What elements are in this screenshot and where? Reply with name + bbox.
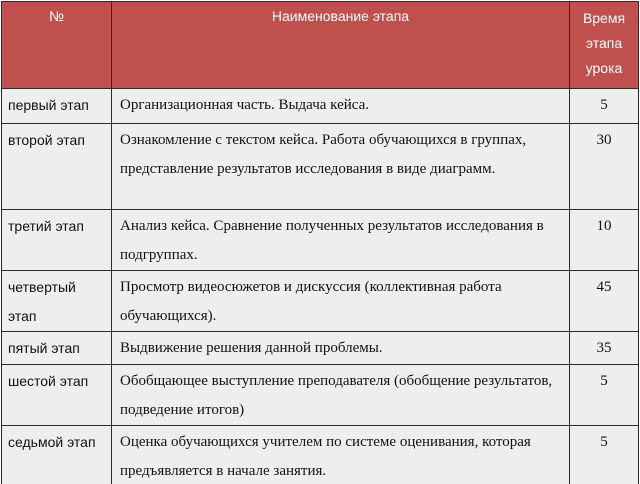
stage-time-cell: 5 [570,365,639,426]
stage-cell: седьмой этап [2,426,112,484]
stage-cell: шестой этап [2,365,112,426]
stage-time-cell: 10 [570,210,639,271]
stage-cell: второй этап [2,124,112,210]
stage-name-cell: Просмотр видеосюжетов и дискуссия (коллективная работа обучающихся). [112,271,570,332]
table-row [2,124,639,210]
stage-name-cell: Обобщающее выступление преподавателя (обобщение результатов, подведение итогов) [112,365,570,426]
stage-cell: четвертый этап [2,271,112,332]
stage-name-cell: Организационная часть. Выдача кейса. [112,89,570,124]
stage-name-cell: Выдвижение решения данной проблемы. [112,332,570,365]
table-row [2,365,639,426]
header-time-line-1: Время [582,10,626,26]
header-time [570,2,639,89]
stage-cell: первый этап [2,89,112,124]
header-number [2,2,112,89]
table-header [2,2,639,89]
header-stage-name-label: Наименование этапа [271,8,410,24]
stage-name-cell: Ознакомление с текстом кейса. Работа обучающихся в группах, представление результатов исследования в виде диаграмм. [112,124,570,210]
table-row [2,426,639,484]
stage-cell: третий этап [2,210,112,271]
table-body [2,89,639,484]
table-row [2,89,639,124]
header-time-line-3: урока [585,60,623,76]
table-row [2,210,639,271]
stage-time-cell: 45 [570,271,639,332]
stage-time-cell: 30 [570,124,639,210]
table-row [2,332,639,365]
stage-name-cell: Оценка обучающихся учителем по системе оценивания, которая предъявляется в начале занятия. [112,426,570,484]
stage-time-cell: 35 [570,332,639,365]
header-number-label: № [48,8,65,24]
header-row [2,2,639,89]
stage-name-cell: Анализ кейса. Сравнение полученных результатов исследования в подгруппах. [112,210,570,271]
stage-time-cell: 5 [570,426,639,484]
header-stage-name [112,2,570,89]
lesson-stages-table [1,1,639,484]
stage-cell: пятый этап [2,332,112,365]
header-time-label [570,2,638,81]
stage-time-cell: 5 [570,89,639,124]
header-time-line-2: этапа [585,35,623,51]
table-row [2,271,639,332]
